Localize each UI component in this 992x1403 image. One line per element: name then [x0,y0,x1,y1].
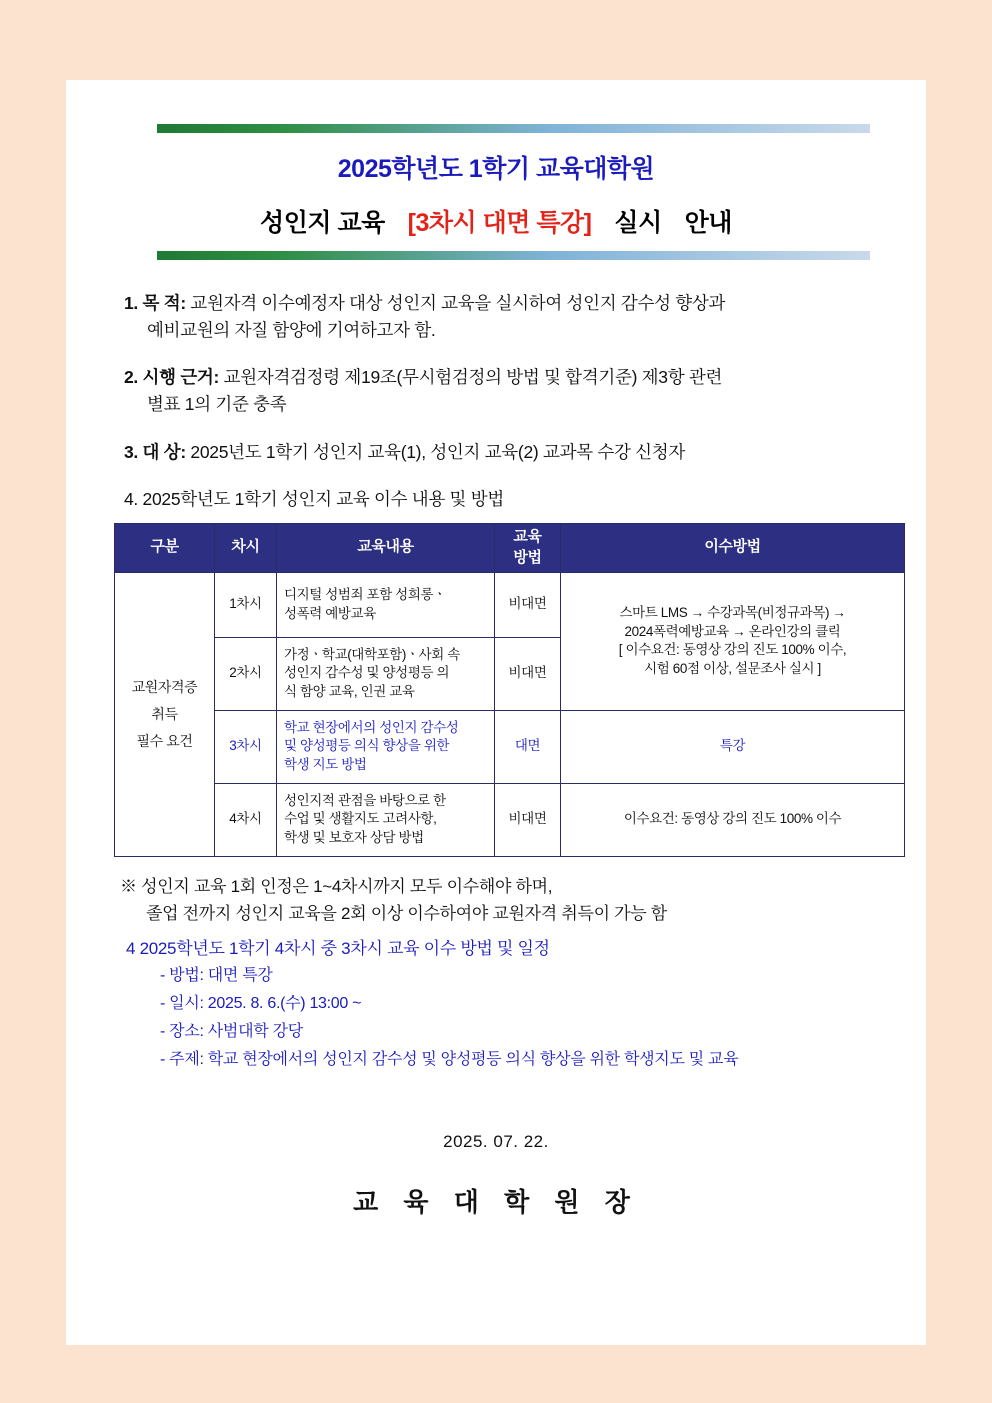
td-category [115,572,215,856]
numbered-items [102,290,890,513]
td-content-2-line1: 가정ㆍ학교(대학포함)ㆍ사회 속 [284,646,460,662]
notes-section [102,873,890,1075]
completion-line4: 시험 60점 이상, 설문조사 실시 ] [644,660,821,676]
title-emphasis: [3차시 대면 특강] [407,209,592,237]
item-basis-text-line2: 별표 1의 기준 충족 [147,394,287,415]
td-content-4-line1: 성인지적 관점을 바탕으로 한 [284,792,446,808]
title-suffix-2: 안내 [684,209,732,237]
completion-line3: [ 이수요건: 동영상 강의 진도 100% 이수, [618,642,847,658]
document-date: 2025. 07. 22. [443,1132,549,1152]
td-category-line1: 교원자격증 [131,679,198,696]
td-category-line3: 필수 요건 [136,732,193,749]
th-method-line1: 교육 [513,528,542,546]
curriculum-table [114,523,905,857]
td-content-3 [277,710,495,783]
item-purpose-label: 1. 목 적: [124,293,186,313]
td-completion-merged [561,572,905,710]
td-content-1-line2: 성폭력 예방교육 [284,605,376,621]
table-row [115,710,905,783]
note-line2: 졸업 전까지 성인지 교육을 2회 이상 이수하여야 교원자격 취득이 가능 함 [146,903,667,923]
td-category-line2: 취득 [151,705,178,722]
td-method-3: 대면 [495,710,561,783]
td-content-2 [277,637,495,710]
title-rule-top [157,124,870,133]
td-method-4: 비대면 [495,783,561,856]
document-title-line1: 2025학년도 1학기 교육대학원 [337,155,655,183]
th-category: 구분 [115,523,215,572]
item-method-heading: 4. 2025학년도 1학기 성인지 교육 이수 내용 및 방법 [124,488,504,509]
item-target-text: 2025년도 1학기 성인지 교육(1), 성인지 교육(2) 교과목 수강 신청자 [190,441,685,462]
td-content-3-line2: 및 양성평등 의식 향상을 위한 [284,738,450,754]
td-method-1: 비대면 [495,572,561,637]
td-content-1-line1: 디지털 성범죄 포함 성희롱ㆍ [284,587,446,603]
document-title-line2 [102,203,890,239]
table-row [115,783,905,856]
td-content-3-line1: 학교 현장에서의 성인지 감수성 [284,719,459,735]
item-purpose [124,290,890,344]
item-target [124,439,890,466]
item-purpose-text: 교원자격 이수예정자 대상 성인지 교육을 실시하여 성인지 감수성 향상과 [190,293,726,313]
table-row [115,572,905,637]
sub-method: - 방법: 대면 특강 [160,967,273,985]
completion-line2: 2024폭력예방교육 → 온라인강의 클릭 [624,623,841,639]
td-session-2: 2차시 [215,637,277,710]
td-content-4 [277,783,495,856]
table-header-row [115,523,905,572]
item-target-label: 3. 대 상: [124,441,186,462]
document-page [66,80,926,1345]
title-suffix: 실시 [614,209,662,237]
th-method [495,523,561,572]
td-content-4-line2: 수업 및 생활지도 고려사항, [284,811,437,827]
item-purpose-text-line2: 예비교원의 자질 함양에 기여하고자 함. [147,320,436,341]
td-content-2-line2: 성인지 감수성 및 양성평등 의 [284,665,450,681]
td-session-4: 4차시 [215,783,277,856]
note-line3: 4 2025학년도 1학기 4차시 중 3차시 교육 이수 방법 및 일정 [126,939,550,959]
th-completion: 이수방법 [561,523,905,572]
th-session: 차시 [215,523,277,572]
td-completion-3: 특강 [561,710,905,783]
td-content-3-line3: 학생 지도 방법 [284,757,367,773]
td-method-2: 비대면 [495,637,561,710]
document-signer: 교 육 대 학 원 장 [353,1187,639,1218]
td-content-4-line3: 학생 및 보호자 상담 방법 [284,830,424,846]
item-basis-text: 교원자격검정령 제19조(무시험검정의 방법 및 합격기준) 제3항 관련 [223,367,723,388]
item-basis [124,364,890,418]
completion-line1: 스마트 LMS → 수강과목(비정규과목) → [619,605,846,620]
td-content-2-line3: 식 함양 교육, 인권 교육 [284,684,415,700]
note-line1: ※ 성인지 교육 1회 인정은 1~4차시까지 모두 이수해야 하며, [120,876,553,896]
sub-datetime: - 일시: 2025. 8. 6.(수) 13:00 ~ [160,995,362,1013]
td-content-1 [277,572,495,637]
sub-location: - 장소: 사범대학 강당 [160,1023,303,1041]
item-basis-label: 2. 시행 근거: [124,367,220,388]
td-session-3: 3차시 [215,710,277,783]
th-method-line2: 방법 [513,548,542,566]
sub-topic: - 주제: 학교 현장에서의 성인지 감수성 및 양성평등 의식 향상을 위한 학생지도 및 교육 [160,1051,739,1069]
document-body [66,80,926,1219]
title-prefix: 성인지 교육 [260,209,385,237]
title-rule-bottom [157,251,870,260]
td-session-1: 1차시 [215,572,277,637]
th-content: 교육내용 [277,523,495,572]
td-completion-4: 이수요건: 동영상 강의 진도 100% 이수 [561,783,905,856]
